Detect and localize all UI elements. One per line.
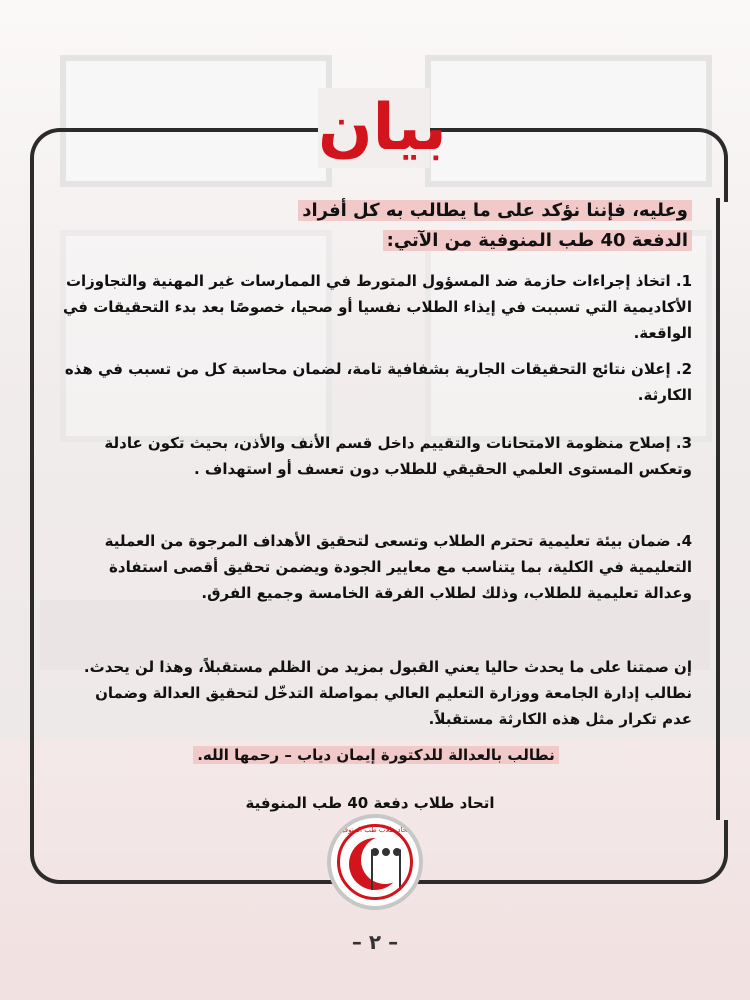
page-number: – ٢ – xyxy=(351,930,399,954)
justice-call-text: نطالب بالعدالة للدكتورة إيمان دياب – رحمها الله. xyxy=(193,746,559,764)
logo-text: اتحاد طلاب طب المنوفية xyxy=(338,826,412,834)
title-text: بيان xyxy=(318,91,447,165)
intro-line-1: وعليه، فإننا نؤكد على ما يطالب به كل أفراد xyxy=(298,200,692,221)
intro-line-2: الدفعة 40 طب المنوفية من الآتي: xyxy=(383,230,692,251)
frame-left xyxy=(30,198,34,820)
demand-item-1: 1. اتخاذ إجراءات حازمة ضد المسؤول المتورط في الممارسات غير المهنية والتجاوزات الأكاديمية التي تسببت في إيذاء الطلاب نفسيا أو صحيا، خصوصًا بعد بدء التحقيقات في الواقعة. xyxy=(63,272,692,342)
signature: اتحاد طلاب دفعة 40 طب المنوفية xyxy=(245,794,495,812)
closing-paragraph: إن صمتنا على ما يحدث حاليا يعني القبول بمزيد من الظلم مستقبلاً، وهذا لن يحدث. نطالب إدارة الجامعة ووزارة التعليم العالي بمواصلة التدخّل لتحقيق العدالة وضمان عدم تكرار مثل هذه الكارثة مستقبلاً. xyxy=(83,658,692,728)
statement-title xyxy=(318,88,447,168)
demand-item-4: 4. ضمان بيئة تعليمية تحترم الطلاب وتسعى لتحقيق الأهداف المرجوة من العملية التعليمية في الكلية، بما يتناسب مع معايير الجودة ويضمن تحقيق أقصى استفادة وعدالة تعليمية للطلاب، وذلك لطلاب الفرقة الخامسة وجميع الفرق. xyxy=(104,532,692,602)
justice-call xyxy=(60,742,692,768)
frame-right xyxy=(716,198,720,820)
demand-item-2: 2. إعلان نتائج التحقيقات الجارية بشفافية تامة، لضمان محاسبة كل من تسبب في هذه الكارثة. xyxy=(64,360,692,404)
union-logo-icon xyxy=(331,818,419,906)
demand-item-3: 3. إصلاح منظومة الامتحانات والتقييم داخل قسم الأنف والأذن، بحيث تكون عادلة وتعكس المستوى العلمي الحقيقي للطلاب دون تعسف أو استهداف . xyxy=(104,434,692,478)
intro xyxy=(60,196,692,256)
